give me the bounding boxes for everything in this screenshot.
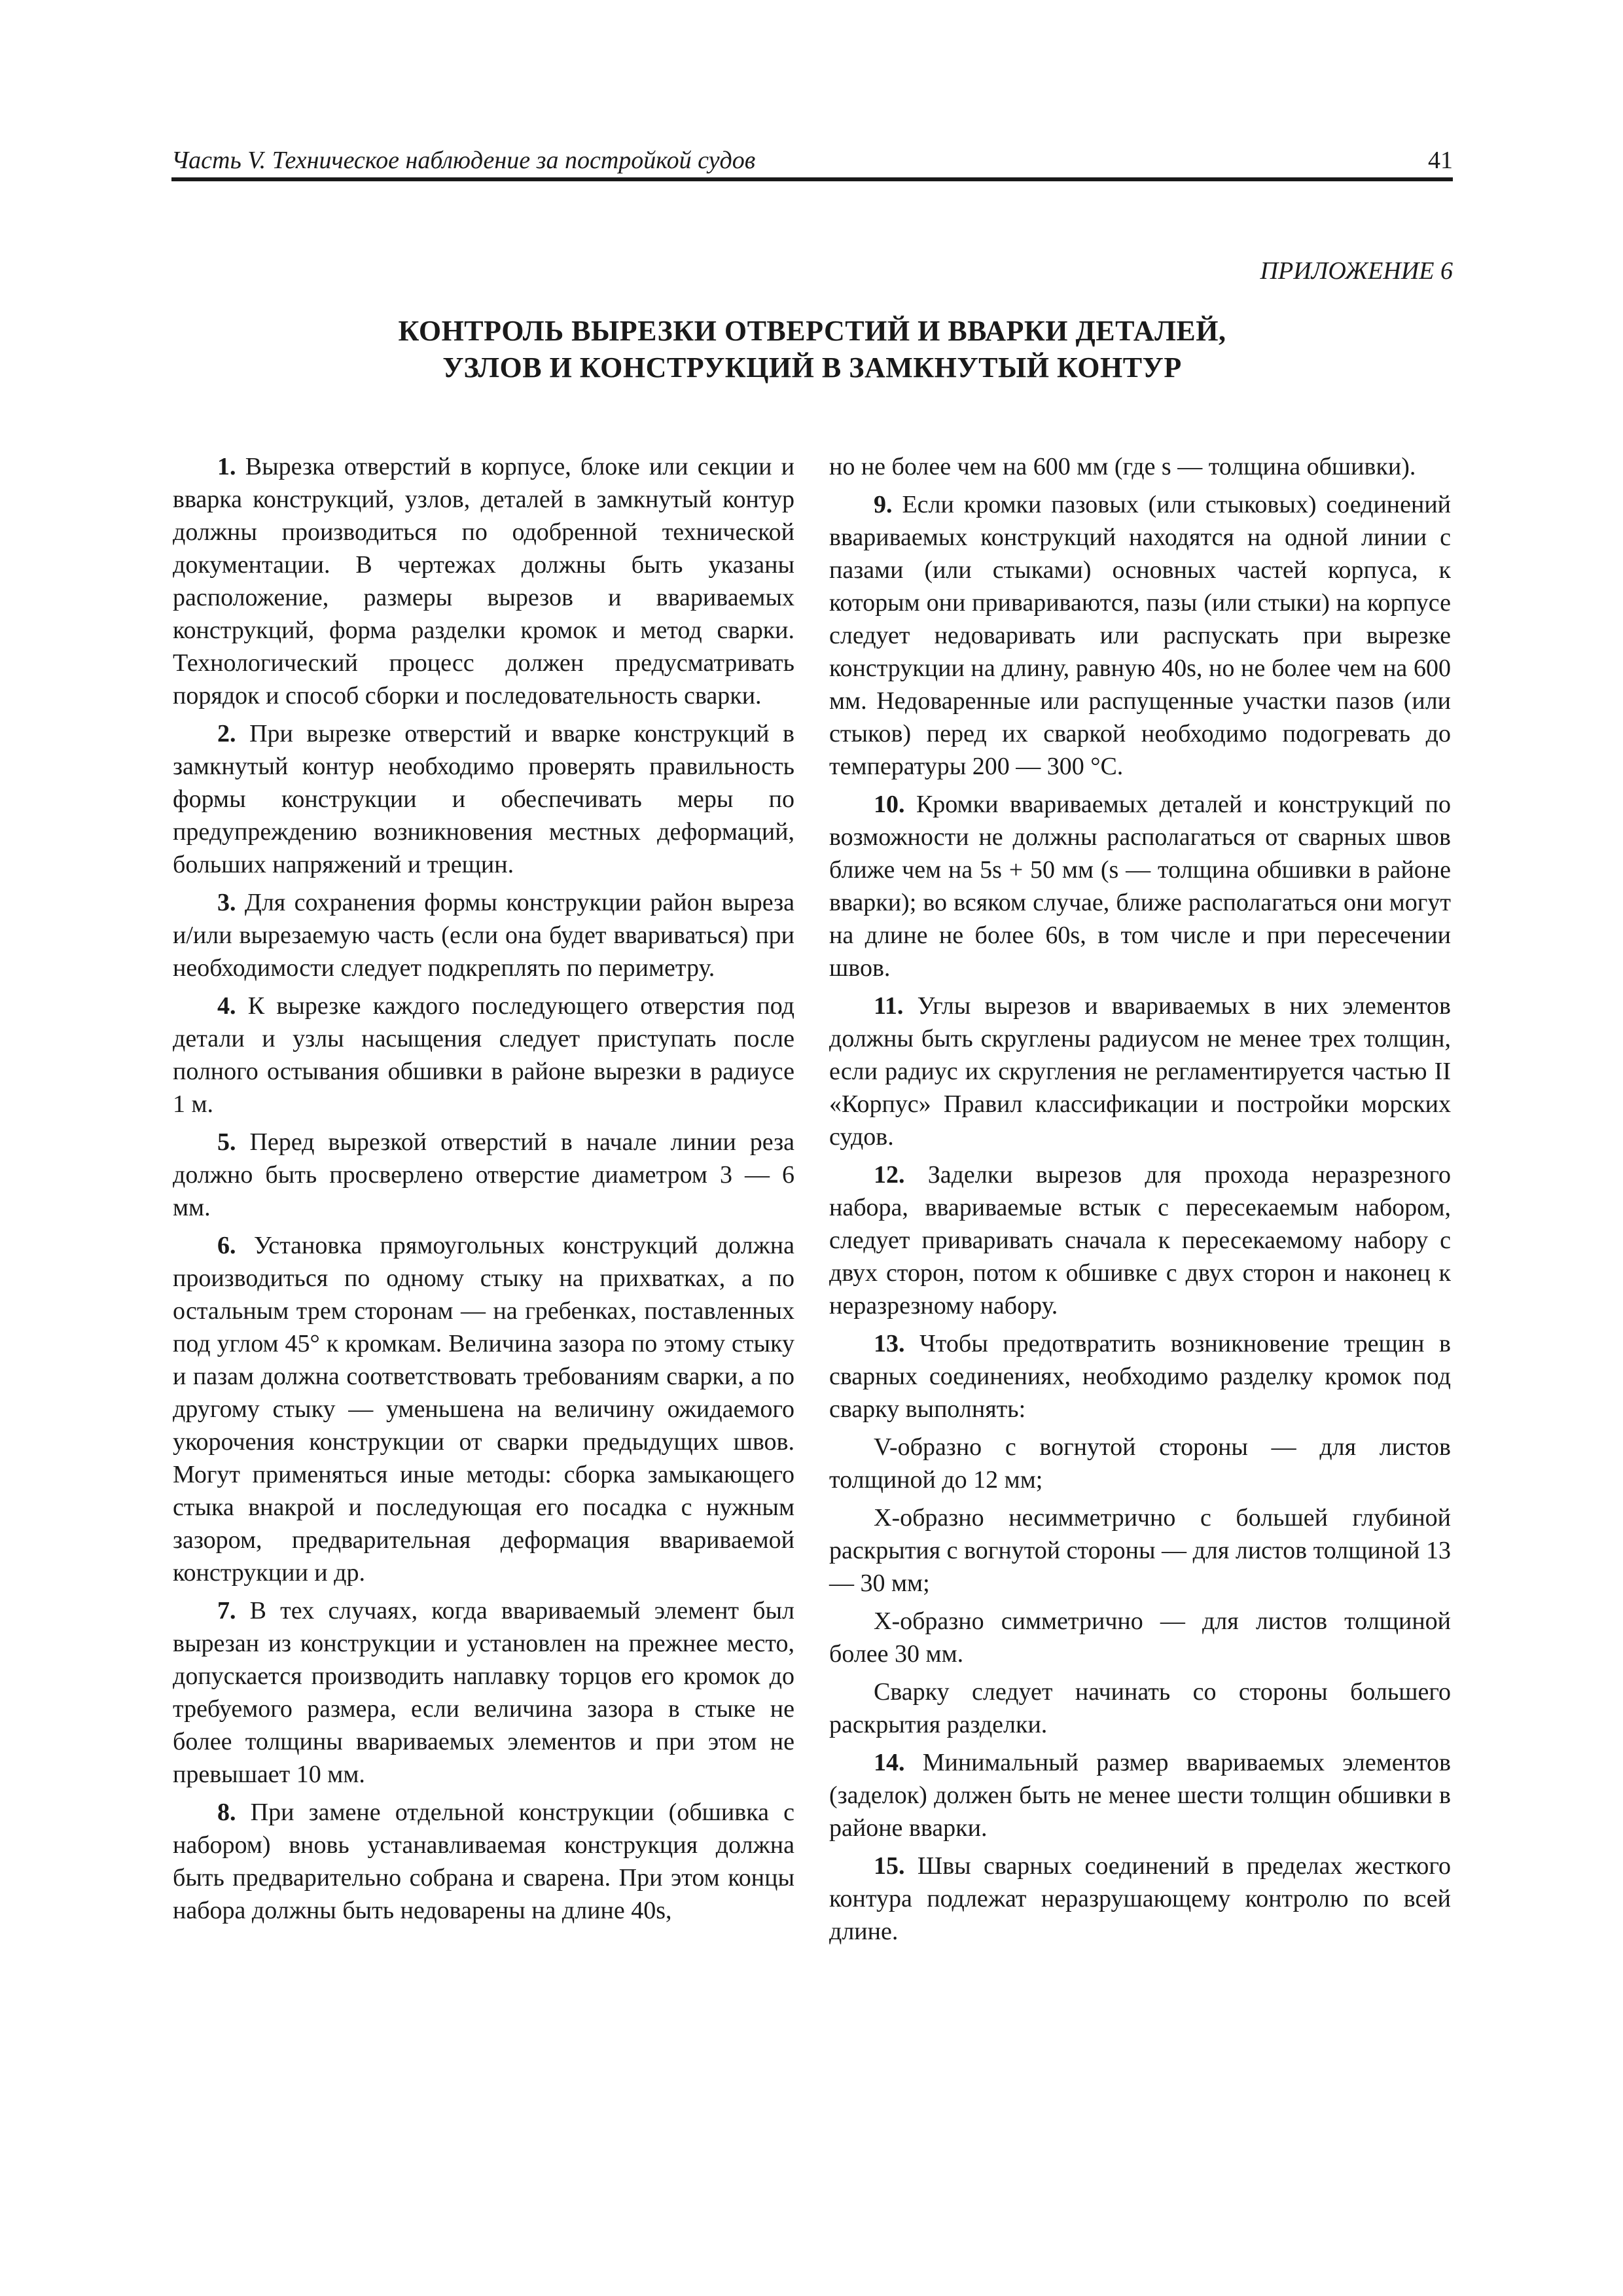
paragraph-text: X-образно несимметрично с большей глубиной раскрытия с вогнутой стороны — для листов толщиной 13 — 30 мм; bbox=[829, 1504, 1451, 1597]
paragraph-text: В тех случаях, когда ввариваемый элемент был вырезан из конструкции и установлен на прежнее место, допускается производить наплавку торцов его кромок до требуемого размера, если величина зазора в стыке не более толщины ввариваемых элементов и при этом не превышает 10 мм. bbox=[173, 1597, 795, 1788]
paragraph-text: Углы вырезов и ввариваемых в них элементов должны быть скруглены радиусом не менее трех толщин, если радиус их скругления не регламентируется частью II «Корпус» Правил классификации и постройки морских судов. bbox=[829, 992, 1451, 1151]
paragraph bbox=[829, 1501, 1451, 1600]
paragraph-text: Сварку следует начинать со стороны большего раскрытия разделки. bbox=[829, 1678, 1451, 1738]
paragraph-text: При вырезке отверстий и вварке конструкций в замкнутый контур необходимо проверять правильность формы конструкции и обеспечивать меры по предупреждению возникновения местных деформаций, больших напряжений и трещин. bbox=[173, 720, 795, 878]
paragraph-number: 12. bbox=[874, 1161, 905, 1189]
paragraph-number: 14. bbox=[874, 1749, 905, 1776]
running-header bbox=[171, 145, 1453, 175]
paragraph bbox=[829, 1431, 1451, 1496]
paragraph bbox=[173, 717, 794, 881]
paragraph-number: 10. bbox=[874, 791, 905, 818]
paragraph bbox=[829, 1327, 1451, 1426]
paragraph bbox=[173, 1594, 794, 1791]
running-header-title: Часть V. Техническое наблюдение за постройкой судов bbox=[171, 147, 756, 174]
paragraph-text: Швы сварных соединений в пределах жесткого контура подлежат неразрушающему контролю по всей длине. bbox=[829, 1852, 1452, 1945]
left-column bbox=[173, 450, 794, 1932]
paragraph-text: Для сохранения формы конструкции район выреза и/или вырезаемую часть (если она будет ввариваться) при необходимости следует подкреплять по периметру. bbox=[173, 889, 795, 982]
paragraph-text: Кромки ввариваемых деталей и конструкций по возможности не должны располагаться от сварных швов ближе чем на 5s + 50 мм (s — толщина обшивки в районе вварки); во всяком случае, ближе располагаться они могут на длине не более 60s, в том числе и при пересечении швов. bbox=[829, 791, 1451, 982]
paragraph bbox=[829, 488, 1451, 783]
paragraph bbox=[173, 1796, 794, 1927]
paragraph bbox=[829, 1746, 1451, 1844]
paragraph-text: X-образно симметрично — для листов толщиной более 30 мм. bbox=[829, 1607, 1451, 1668]
paragraph-text: Вырезка отверстий в корпусе, блоке или секции и вварка конструкций, узлов, деталей в замкнутый контур должны производиться по одобренной технической документации. В чертежах должны быть указаны расположение, размеры вырезов и ввариваемых конструкций, форма разделки кромок и метод сварки. Технологический процесс должен предусматривать порядок и способ сборки и последовательность сварки. bbox=[173, 453, 795, 709]
right-column bbox=[829, 450, 1451, 1953]
paragraph bbox=[829, 1605, 1451, 1670]
document-title-line-2: УЗЛОВ И КОНСТРУКЦИЙ В ЗАМКНУТЫЙ КОНТУР bbox=[442, 351, 1182, 384]
paragraph-number: 11. bbox=[874, 992, 904, 1020]
paragraph-text: V-образно с вогнутой стороны — для листов толщиной до 12 мм; bbox=[829, 1433, 1451, 1494]
paragraph bbox=[173, 1126, 794, 1224]
document-title-line-1: КОНТРОЛЬ ВЫРЕЗКИ ОТВЕРСТИЙ И ВВАРКИ ДЕТАЛЕЙ, bbox=[398, 315, 1226, 347]
paragraph bbox=[173, 450, 794, 712]
paragraph-number: 3. bbox=[217, 889, 236, 916]
paragraph-text: Минимальный размер ввариваемых элементов (заделок) должен быть не менее шести толщин обшивки в районе вварки. bbox=[829, 1749, 1451, 1842]
header-rule bbox=[171, 177, 1453, 181]
paragraph-text: Если кромки пазовых (или стыковых) соединений ввариваемых конструкций находятся на одной линии с пазами (или стыками) основных частей корпуса, к которым они привариваются, пазы (или стыки) на корпусе следует недоваривать или распускать при вырезке конструкции на длину, равную 40s, но не более чем на 600 мм. Недоваренные или распущенные участки пазов (или стыков) перед их сваркой необходимо подогревать до температуры 200 — 300 °С. bbox=[829, 491, 1452, 780]
paragraph bbox=[829, 990, 1451, 1153]
page-number: 41 bbox=[1428, 147, 1453, 174]
paragraph-text: К вырезке каждого последующего отверстия под детали и узлы насыщения следует приступать после полного остывания обшивки в районе вырезки в радиусе 1 м. bbox=[173, 992, 795, 1118]
paragraph-number: 1. bbox=[217, 453, 236, 480]
paragraph bbox=[173, 886, 794, 984]
paragraph-text: Перед вырезкой отверстий в начале линии реза должно быть просверлено отверстие диаметром 3 — 6 мм. bbox=[173, 1128, 795, 1221]
paragraph bbox=[829, 450, 1451, 483]
paragraph-number: 15. bbox=[874, 1852, 905, 1880]
paragraph-number: 2. bbox=[217, 720, 236, 747]
paragraph bbox=[829, 1850, 1451, 1948]
paragraph-number: 7. bbox=[217, 1597, 236, 1624]
paragraph bbox=[173, 1229, 794, 1589]
paragraph-text: Заделки вырезов для прохода неразрезного набора, ввариваемые встык с пересекаемым набором, следует приваривать сначала к пересекаемому набору с двух сторон, потом к обшивке с двух сторон и наконец к неразрезному набору. bbox=[829, 1161, 1452, 1319]
paragraph-text: При замене отдельной конструкции (обшивка с набором) вновь устанавливаемая конструкция должна быть предварительно собрана и сварена. При этом концы набора должны быть недоварены на длине 40s, bbox=[173, 1799, 794, 1924]
paragraph-number: 13. bbox=[874, 1330, 905, 1357]
paragraph-number: 9. bbox=[874, 491, 893, 518]
document-title bbox=[171, 313, 1453, 386]
paragraph-text: но не более чем на 600 мм (где s — толщина обшивки). bbox=[829, 453, 1416, 480]
paragraph-number: 4. bbox=[217, 992, 236, 1020]
paragraph-number: 6. bbox=[217, 1232, 236, 1259]
paragraph-number: 8. bbox=[217, 1799, 236, 1826]
paragraph-text: Установка прямоугольных конструкций должна производиться по одному стыку на прихватках, а по остальным трем сторонам — на гребенках, поставленных под углом 45° к кромкам. Величина зазора по этому стыку и пазам должна соответствовать требованиям сварки, а по другому стыку — уменьшена на величину ожидаемого укорочения конструкции от сварки предыдущих швов. Могут применяться иные методы: сборка замыкающего стыка внакрой и последующая его посадка с нужным зазором, предварительная деформация ввариваемой конструкции и др. bbox=[173, 1232, 795, 1587]
paragraph-number: 5. bbox=[217, 1128, 236, 1156]
paragraph bbox=[829, 1676, 1451, 1741]
paragraph bbox=[829, 788, 1451, 984]
paragraph bbox=[173, 990, 794, 1121]
appendix-label: ПРИЛОЖЕНИЕ 6 bbox=[1260, 257, 1453, 285]
paragraph bbox=[829, 1158, 1451, 1322]
paragraph-text: Чтобы предотвратить возникновение трещин в сварных соединениях, необходимо разделку кромок под сварку выполнять: bbox=[829, 1330, 1451, 1423]
